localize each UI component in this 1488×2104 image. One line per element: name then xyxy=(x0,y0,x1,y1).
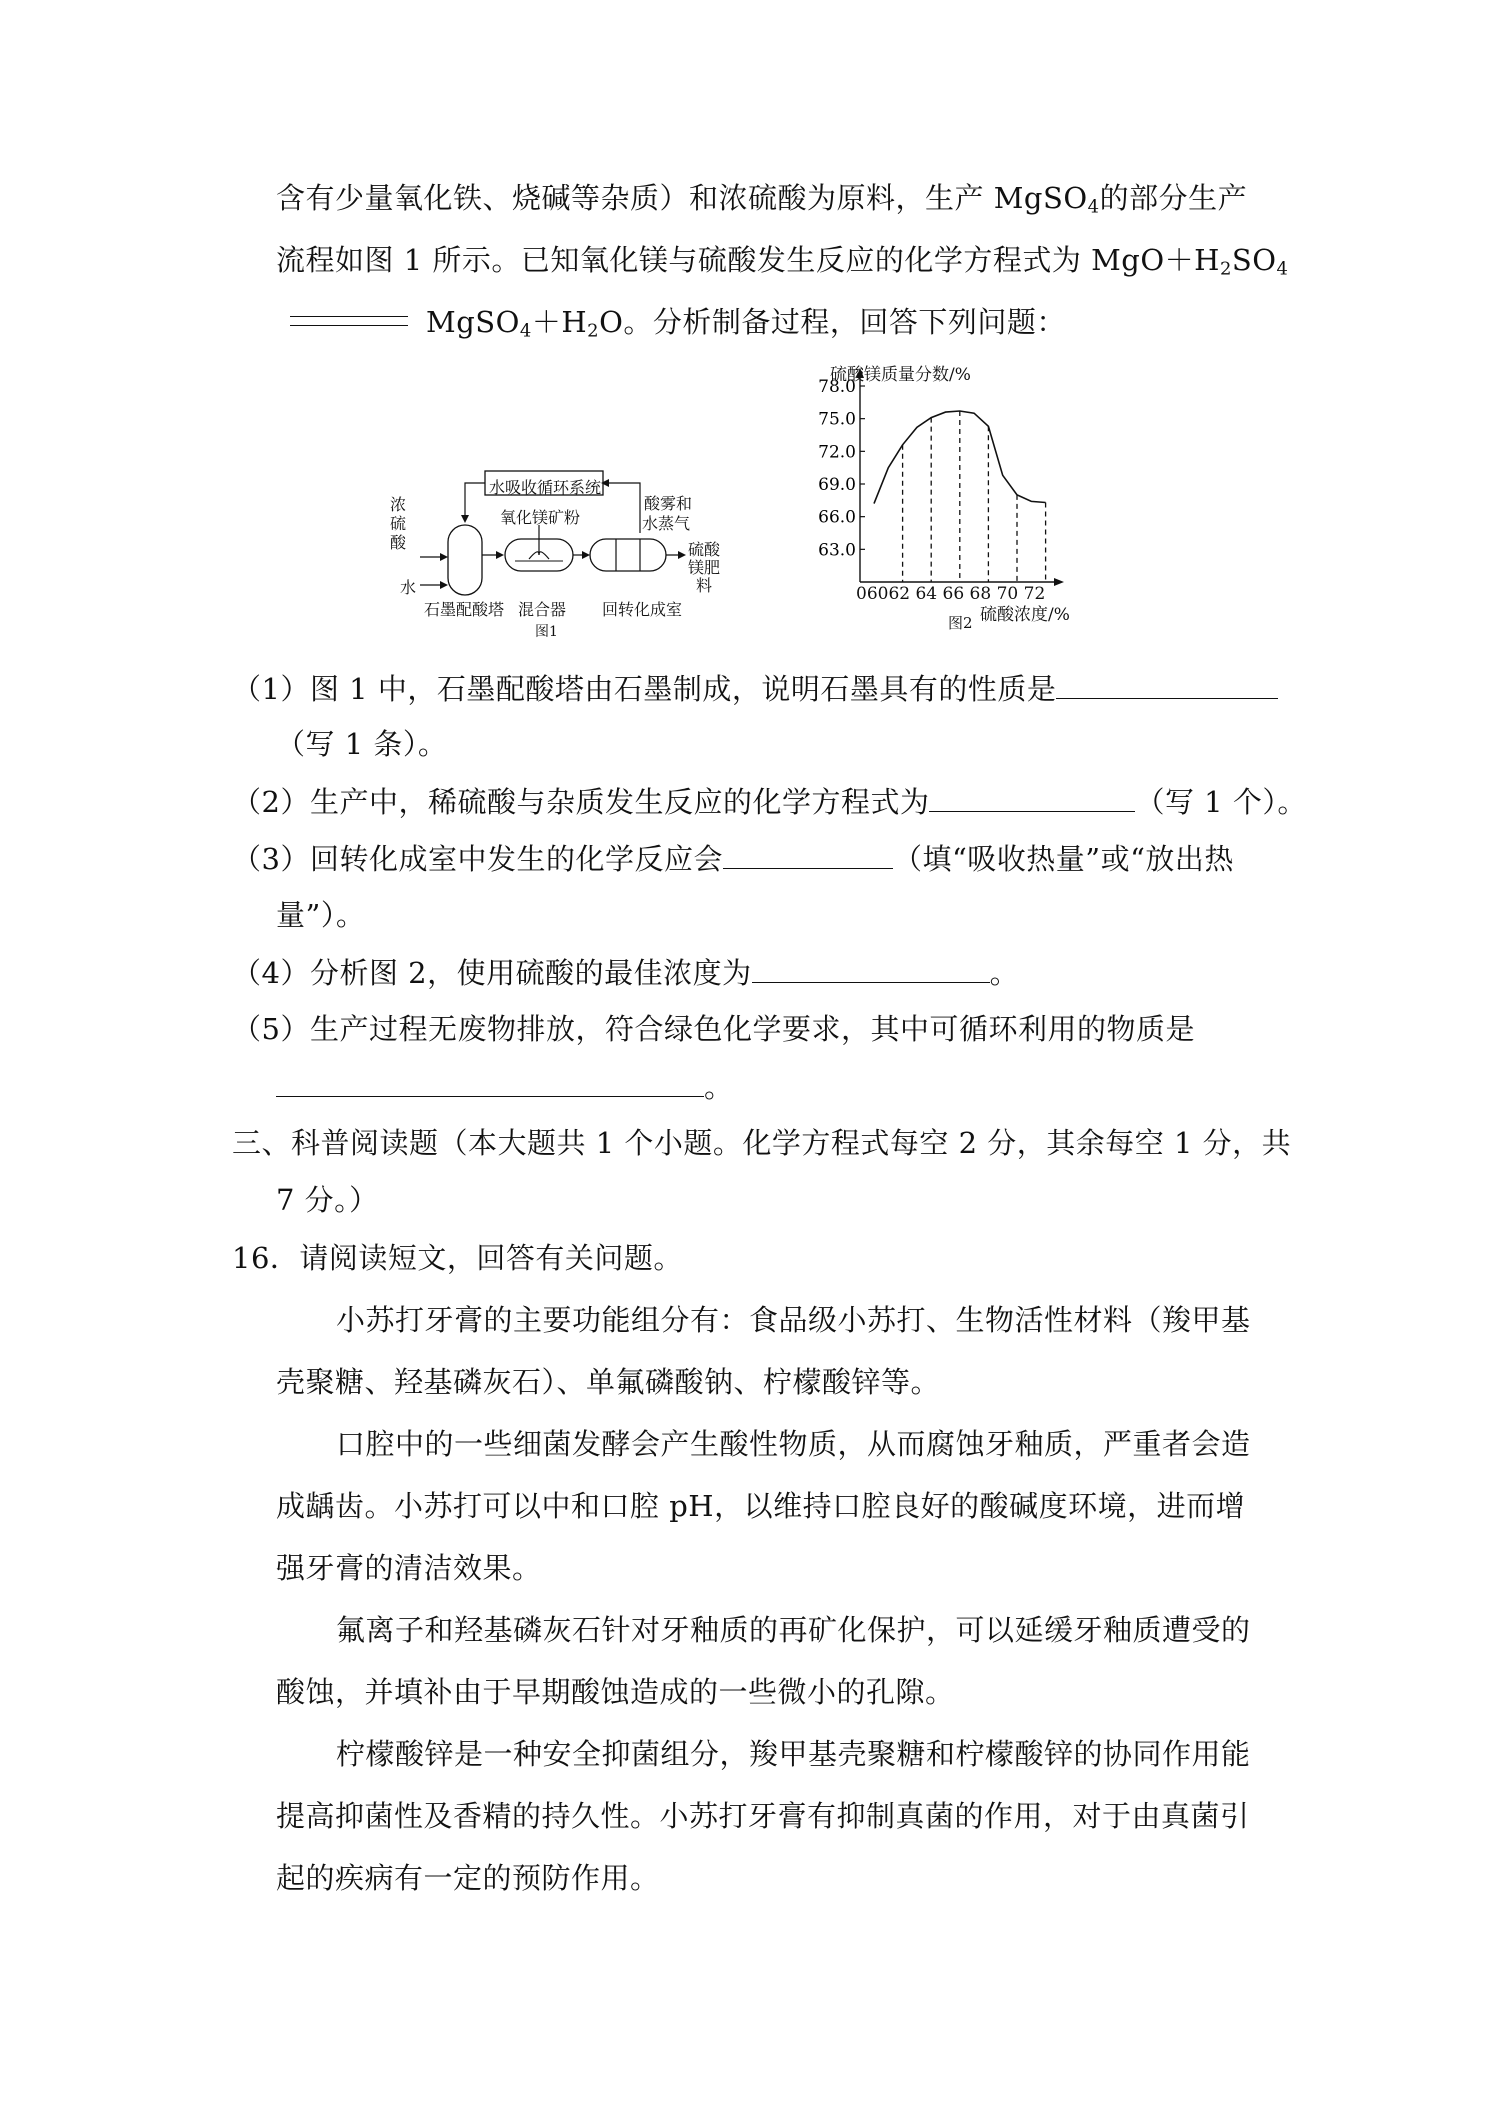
question-5 xyxy=(232,1009,1195,1049)
converter-label: 回转化成室 xyxy=(602,600,683,619)
arrow-icon xyxy=(440,553,448,561)
intro-line-3 xyxy=(426,302,1066,342)
passage-p4-line-2 xyxy=(276,1796,1250,1836)
answer-blank-1[interactable] xyxy=(1056,668,1278,699)
input-acid-label: 浓硫酸 xyxy=(390,495,407,552)
water-vapor-label: 水蒸气 xyxy=(642,514,691,533)
gas-to-recycle-line xyxy=(603,483,640,533)
section-text: 7 分。） xyxy=(276,1183,379,1217)
mixer-label: 混合器 xyxy=(518,600,567,619)
passage-text: 小苏打牙膏的主要功能组分有：食品级小苏打、生物活性材料（羧甲基 xyxy=(336,1303,1251,1337)
question-text: 量”）。 xyxy=(276,898,366,932)
question-4 xyxy=(232,952,1019,993)
y-tick-label: 72.0 xyxy=(818,442,856,463)
ore-powder-label: 氧化镁矿粉 xyxy=(500,508,581,527)
passage-text: 提高抑菌性及香精的持久性。小苏打牙膏有抑制真菌的作用，对于由真菌引 xyxy=(276,1799,1250,1833)
section-text: 三、科普阅读题（本大题共 1 个小题。化学方程式每空 2 分，其余每空 1 分，共 xyxy=(232,1126,1292,1160)
recycle-system-label: 水吸收循环系统 xyxy=(489,478,602,497)
question-text: （3）回转化成室中发生的化学反应会 xyxy=(232,842,723,876)
question-1-cont xyxy=(276,724,447,764)
subscript: 4 xyxy=(1087,196,1100,218)
arrow-icon xyxy=(601,479,609,487)
answer-blank-4[interactable] xyxy=(752,952,990,983)
input-water-label: 水 xyxy=(400,578,417,597)
passage-text: 壳聚糖、羟基磷灰石）、单氟磷酸钠、柠檬酸锌等。 xyxy=(276,1365,941,1399)
figure-2 xyxy=(810,360,1110,630)
y-tick-label: 75.0 xyxy=(818,409,856,430)
arrow-icon xyxy=(440,581,448,589)
question-3-cont xyxy=(276,895,365,935)
question-text: （5）生产过程无废物排放，符合绿色化学要求，其中可循环利用的物质是 xyxy=(232,1012,1195,1046)
intro-text: 的部分生产 xyxy=(1099,181,1248,215)
question-text: 。 xyxy=(989,956,1020,990)
product-label-2: 镁肥 xyxy=(688,558,721,577)
question-text: （写 1 个）。 xyxy=(1135,785,1307,819)
passage-p2-line-2 xyxy=(276,1486,1245,1526)
passage-p1-line-2 xyxy=(276,1362,940,1402)
question-2 xyxy=(232,781,1307,822)
subscript: 2 xyxy=(587,320,600,342)
x-axis-arrow-icon xyxy=(1054,578,1064,586)
stirrer-icon xyxy=(529,552,549,559)
intro-text: 含有少量氧化铁、烧碱等杂质）和浓硫酸为原料，生产 MgSO xyxy=(276,181,1088,215)
passage-text: 成龋齿。小苏打可以中和口腔 pH，以维持口腔良好的酸碱度环境，进而增 xyxy=(276,1489,1246,1523)
passage-text: 酸蚀，并填补由于早期酸蚀造成的一些微小的孔隙。 xyxy=(276,1675,955,1709)
question-text: （1）图 1 中，石墨配酸塔由石墨制成，说明石墨具有的性质是 xyxy=(232,672,1057,706)
y-tick-label: 66.0 xyxy=(818,507,856,528)
product-label-3: 料 xyxy=(696,576,713,595)
question-text: 。 xyxy=(704,1070,734,1104)
reaction-equals-sign xyxy=(290,316,408,326)
answer-blank-3[interactable] xyxy=(723,838,893,869)
product-label-1: 硫酸 xyxy=(688,540,721,559)
section-3-heading xyxy=(232,1123,1291,1163)
passage-p2-line-3 xyxy=(276,1548,542,1588)
y-tick-label: 78.0 xyxy=(818,377,856,397)
intro-text: MgSO xyxy=(426,305,520,339)
passage-p3-line-2 xyxy=(276,1672,955,1712)
arrow-icon xyxy=(496,551,504,559)
x-tick-labels: 06062 64 66 68 70 72 xyxy=(856,584,1046,604)
acid-mist-label: 酸雾和 xyxy=(644,494,693,513)
subscript: 2 xyxy=(1219,258,1232,280)
question-text: （写 1 条）。 xyxy=(276,727,448,761)
x-axis-label: 硫酸浓度/% xyxy=(980,605,1070,625)
passage-text: 强牙膏的清洁效果。 xyxy=(276,1551,542,1585)
intro-line-1 xyxy=(276,178,1247,218)
passage-text: 口腔中的一些细菌发酵会产生酸性物质，从而腐蚀牙釉质，严重者会造 xyxy=(336,1427,1251,1461)
question-text: （填“吸收热量”或“放出热 xyxy=(892,842,1234,876)
question-text: 16．请阅读短文，回答有关问题。 xyxy=(232,1241,683,1275)
question-1 xyxy=(232,668,1278,709)
passage-p4-line-3 xyxy=(276,1858,660,1898)
intro-text: SO xyxy=(1231,243,1277,277)
question-16-stem xyxy=(232,1238,683,1278)
rotary-converter-shape xyxy=(590,539,666,571)
answer-blank-2[interactable] xyxy=(929,781,1135,812)
arrow-icon xyxy=(678,551,686,559)
question-text: （4）分析图 2，使用硫酸的最佳浓度为 xyxy=(232,956,752,990)
passage-text: 起的疾病有一定的预防作用。 xyxy=(276,1861,660,1895)
intro-line-2 xyxy=(276,240,1288,280)
subscript: 4 xyxy=(519,320,532,342)
arrow-icon xyxy=(582,551,590,559)
figure-2-caption: 图2 xyxy=(948,614,973,632)
graphite-tower-label: 石墨配酸塔 xyxy=(424,600,505,619)
intro-text: O。分析制备过程，回答下列问题： xyxy=(599,305,1066,339)
figure-1 xyxy=(390,455,730,640)
arrow-icon xyxy=(461,515,469,523)
question-text: （2）生产中，稀硫酸与杂质发生反应的化学方程式为 xyxy=(232,785,930,819)
intro-text: 流程如图 1 所示。已知氧化镁与硫酸发生反应的化学方程式为 MgO＋H xyxy=(276,243,1220,277)
graphite-tower-shape xyxy=(448,525,482,595)
question-3 xyxy=(232,838,1234,879)
passage-p3-line-1 xyxy=(336,1610,1251,1650)
y-tick-label: 63.0 xyxy=(818,540,856,561)
intro-text: ＋H xyxy=(531,305,588,339)
y-tick-label: 69.0 xyxy=(818,475,856,495)
question-5-cont xyxy=(276,1066,734,1107)
passage-text: 柠檬酸锌是一种安全抑菌组分，羧甲基壳聚糖和柠檬酸锌的协同作用能 xyxy=(336,1737,1251,1771)
section-3-heading-cont xyxy=(276,1180,379,1220)
passage-p4-line-1 xyxy=(336,1734,1251,1774)
answer-blank-5[interactable] xyxy=(276,1066,704,1097)
passage-text: 氟离子和羟基磷灰石针对牙釉质的再矿化保护，可以延缓牙釉质遭受的 xyxy=(336,1613,1251,1647)
subscript: 4 xyxy=(1276,258,1289,280)
y-axis-label: 硫酸镁质量分数/% xyxy=(830,365,971,385)
figure-1-caption: 图1 xyxy=(535,624,558,640)
passage-p1-line-1 xyxy=(336,1300,1251,1340)
passage-p2-line-1 xyxy=(336,1424,1251,1464)
